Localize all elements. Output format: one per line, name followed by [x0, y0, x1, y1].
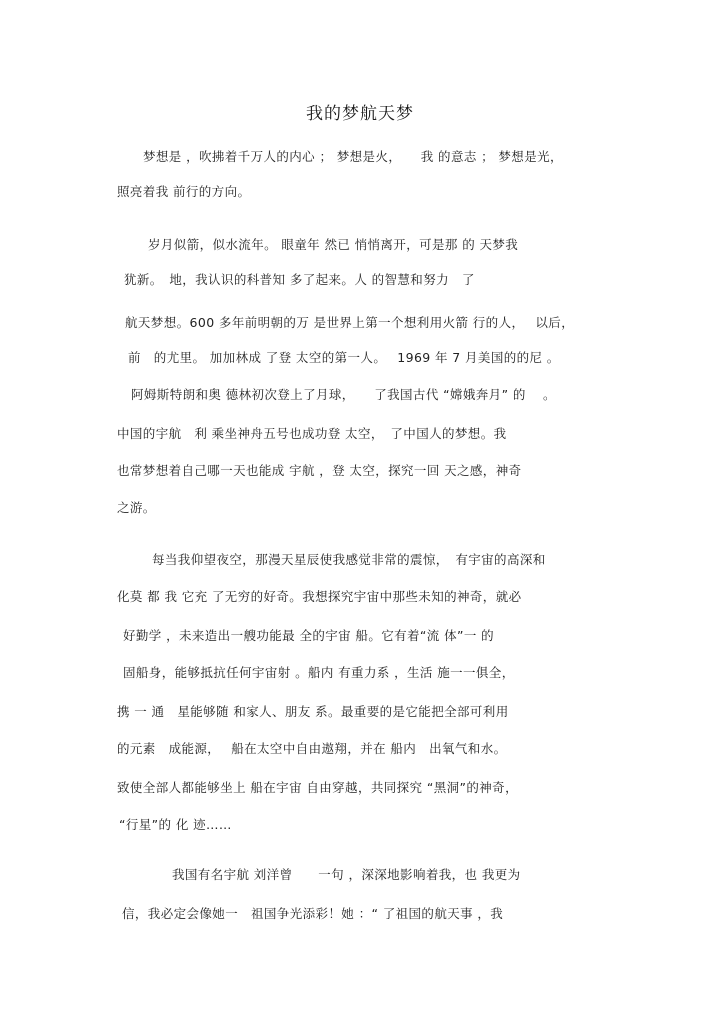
paragraph-1-line-2: 照亮着我 前行的方向。 [117, 184, 251, 199]
paragraph-1-line-1: 梦想是 ，吹拂着千万人的内心 ； 梦想是火， 我 的意志 ； 梦想是光， [143, 149, 563, 164]
paragraph-2-line-5: 阿姆斯特朗和奥 德林初次登上了月球， 了我国古代 “嫦娥奔月” 的 。 [131, 387, 556, 402]
paragraph-4-line-1: 我国有名宇航 刘洋曾 一句 ，深深地影响着我，也 我更为 [172, 867, 521, 882]
paragraph-2-line-8: 之游。 [117, 500, 156, 515]
paragraph-3-line-6: 的元素 成能源， 船在太空中自由遨翔，并在 船内 出氧气和水。 [117, 741, 507, 756]
paragraph-3-line-7: 致使全部人都能够坐上 船在宇宙 自由穿越，共同探究 “黑洞”的神奇， [117, 780, 518, 795]
paragraph-4-line-2: 信，我必定会像她一 祖国争光添彩！她 ：“ 了祖国的航天事 ，我 [122, 906, 504, 921]
paragraph-2-line-3: 航天梦想。600 多年前明朝的万 是世界上第一个想利用火箭 行的人， 以后， [125, 315, 575, 330]
paragraph-3-line-1: 每当我仰望夜空，那漫天星辰使我感觉非常的震惊， 有宇宙的高深和 [152, 552, 546, 567]
document-title: 我的梦航天梦 [306, 104, 414, 124]
paragraph-3-line-8: “行星”的 化 迹…… [119, 817, 232, 832]
paragraph-3-line-3: 好勤学 ，未来造出一艘功能最 全的宇宙 船。它有着“流 体”一 的 [123, 628, 495, 643]
paragraph-3-line-2: 化莫 都 我 它充 了无穷的好奇。我想探究宇宙中那些未知的神奇，就必 [117, 589, 522, 604]
paragraph-2-line-2: 犹新。 地，我认识的科普知 多了起来。人 的智慧和努力 了 [124, 272, 475, 287]
paragraph-3-line-5: 携 一 通 星能够随 和家人、朋友 系。最重要的是它能把全部可利用 [117, 704, 509, 719]
paragraph-3-line-4: 固船身，能够抵抗任何宇宙射 。船内 有重力系 ，生活 施一一俱全， [123, 665, 515, 680]
paragraph-2-line-7: 也常梦想着自己哪一天也能成 宇航 ，登 太空，探究一回 天之感，神奇 [117, 463, 522, 478]
paragraph-2-line-6: 中国的宇航 利 乘坐神舟五号也成功登 太空， 了中国人的梦想。我 [117, 426, 507, 441]
paragraph-2-line-1: 岁月似箭，似水流年。 眼童年 然已 悄悄离开，可是那 的 天梦我 [148, 237, 519, 252]
paragraph-2-line-4: 前 的尤里。 加加林成 了登 太空的第一人。 1969 年 7 月美国的的尼 。 [128, 350, 560, 365]
